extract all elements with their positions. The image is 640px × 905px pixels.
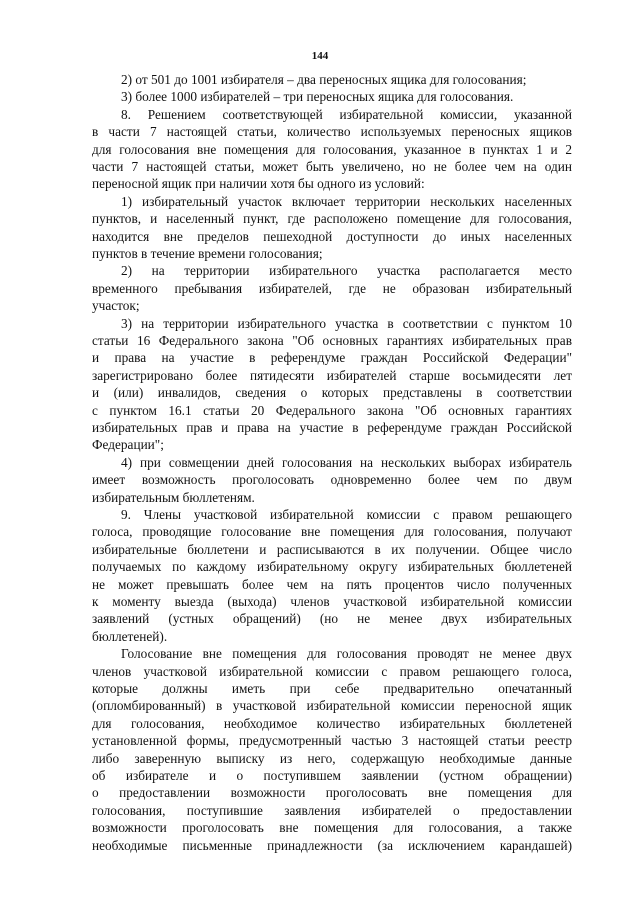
text-line: о предоставлении возможности проголосовать вне помещения для [92, 785, 572, 801]
text-line: 3) на территории избирательного участка в соответствии с пунктом 10 [121, 315, 572, 331]
text-line: Федерации"; [92, 437, 164, 453]
text-line: 2) от 501 до 1001 избирателя – два переносных ящика для голосования; [121, 72, 527, 87]
text-line: зарегистрировано более пятидесяти избирателей старше восьмидесяти лет [92, 367, 572, 383]
text-line: которые должны иметь при себе предварительно опечатанный [92, 681, 572, 696]
text-line: участок; [92, 298, 140, 314]
text-line: 9. Члены участковой избирательной комиссии с правом решающего [121, 507, 572, 522]
text-line: для голосования, необходимое количество избирательных бюллетеней [92, 715, 572, 731]
text-line: имеет возможность проголосовать одновременно более чем по двум [92, 472, 572, 488]
text-line: с пунктом 16.1 статьи 20 Федерального закона "Об основных гарантиях [92, 402, 572, 418]
text-line: об избирателе и о поступившем заявлении (устном обращении) [92, 768, 572, 783]
text-line: пунктов, и населенный пункт, где расположено помещение для голосования, [92, 211, 572, 227]
text-line: голосования, поступившие заявления избирателей о предоставлении [92, 802, 572, 818]
text-line: 4) при совмещении дней голосования на нескольких выборах избиратель [121, 454, 572, 470]
text-line: и (или) инвалидов, сведения о которых представлены в соответствии [92, 385, 572, 401]
text-line: необходимые письменные принадлежности (за исключением карандашей) [92, 837, 572, 853]
text-line: пунктов в течение времени голосования; [92, 246, 323, 261]
text-line: временного пребывания избирателей, где не образован избирательный [92, 280, 572, 296]
text-line: членов участковой избирательной комиссии с правом решающего голоса, [92, 663, 572, 679]
text-line: получаемых по каждому избирательному округу избирательных бюллетеней [92, 559, 572, 575]
text-line: голоса, проводящие голосование вне помещения для голосования, получают [92, 524, 572, 540]
text-line: (опломбированный) в участковой избирательной комиссии переносной ящик [92, 698, 572, 714]
text-line: переносной ящик при наличии хотя бы одного из условий: [92, 176, 425, 192]
text-line: установленной формы, предусмотренный частью 3 настоящей статьи реестр [92, 733, 572, 749]
text-line: избирательных прав и права на участие в референдуме граждан Российской [92, 420, 572, 435]
text-line: избирательные бюллетени и расписываются в их получении. Общее число [92, 541, 572, 557]
text-line: возможности проголосовать вне помещения для голосования, а также [92, 820, 572, 836]
text-line: части 7 настоящей статьи, может быть увеличено, но не более чем на один [92, 159, 572, 174]
text-line: 1) избирательный участок включает территории нескольких населенных [121, 193, 572, 209]
text-line: к моменту выезда (выхода) членов участковой избирательной комиссии [92, 594, 572, 609]
text-line: для голосования вне помещения для голосования, указанное в пунктах 1 и 2 [92, 141, 572, 157]
text-line: заявлений (устных обращений) (но не менее двух избирательных [92, 611, 572, 627]
text-line: в части 7 настоящей статьи, количество используемых переносных ящиков [92, 124, 572, 140]
text-line: Голосование вне помещения для голосования проводят не менее двух [121, 646, 572, 662]
text-line: 8. Решением соответствующей избирательной комиссии, указанной [121, 106, 572, 122]
text-line: статьи 16 Федерального закона "Об основных гарантиях избирательных прав [92, 333, 572, 348]
text-line: находится вне пределов пешеходной доступности до иных населенных [92, 228, 572, 244]
text-line: 2) на территории избирательного участка располагается место [121, 263, 572, 279]
page-number: 144 [311, 50, 329, 62]
text-line: либо заверенную выписку из него, содержащую необходимые данные [92, 750, 572, 766]
text-line: бюллетеней). [92, 628, 168, 644]
text-line: и права на участие в референдуме граждан Российской Федерации" [92, 350, 572, 366]
text-line: 3) более 1000 избирателей – три переносных ящика для голосования. [121, 89, 514, 105]
text-line: не может превышать более чем на пять процентов число полученных [92, 576, 572, 592]
text-line: избирательным бюллетеням. [92, 489, 255, 505]
